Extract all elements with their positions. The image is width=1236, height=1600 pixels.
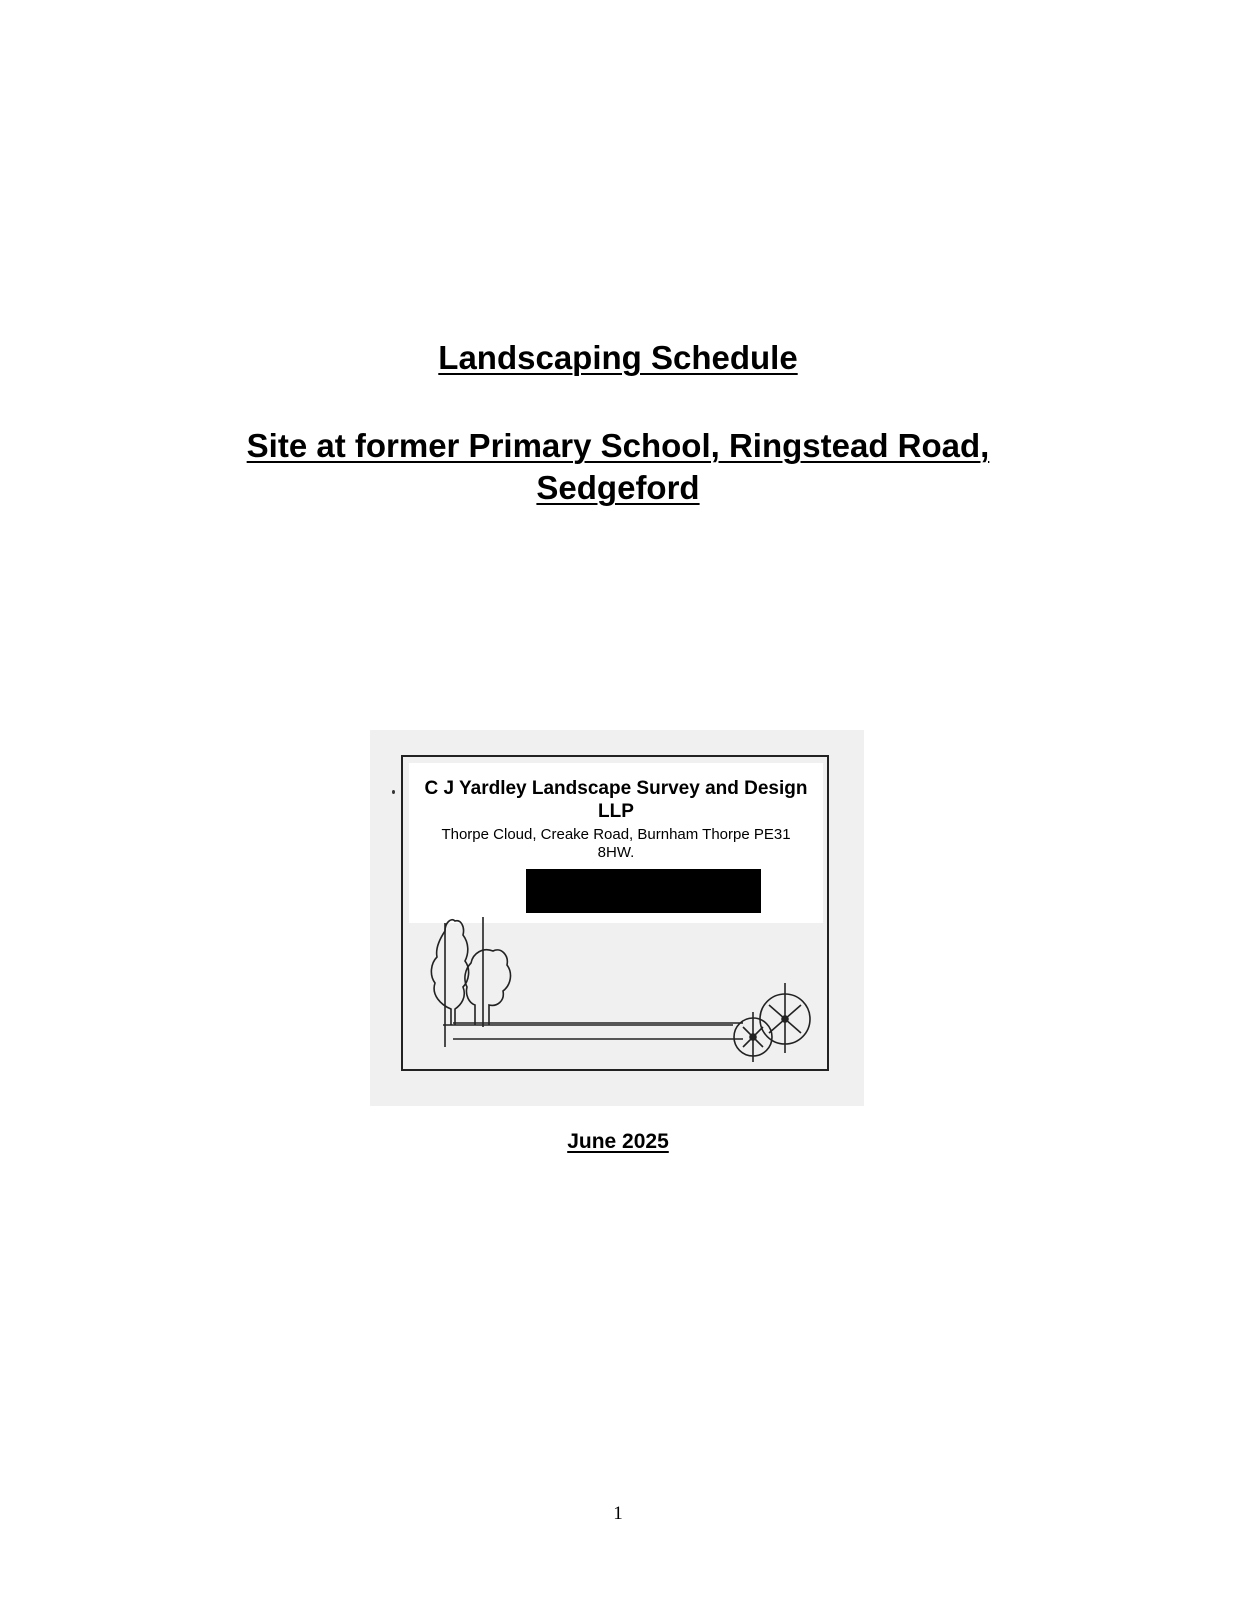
document-subtitle: Site at former Primary School, Ringstead Road, Sedgeford (246, 427, 990, 506)
logo-artwork (403, 757, 827, 1069)
firm-address: Thorpe Cloud, Creake Road, Burnham Thorpe PE31 8HW. (441, 826, 791, 861)
tree-icon (431, 917, 510, 1047)
document-date: June 2025 (567, 1130, 669, 1153)
baseline-lines (443, 1023, 743, 1039)
company-logo-card (370, 730, 864, 1106)
logo-frame (401, 755, 829, 1071)
document-title: Landscaping Schedule (438, 339, 798, 376)
scan-speck (392, 790, 395, 794)
wheel-icon (734, 983, 810, 1062)
firm-name: C J Yardley Landscape Survey and Design LLP (424, 778, 808, 822)
page-number: 1 (613, 1503, 623, 1524)
